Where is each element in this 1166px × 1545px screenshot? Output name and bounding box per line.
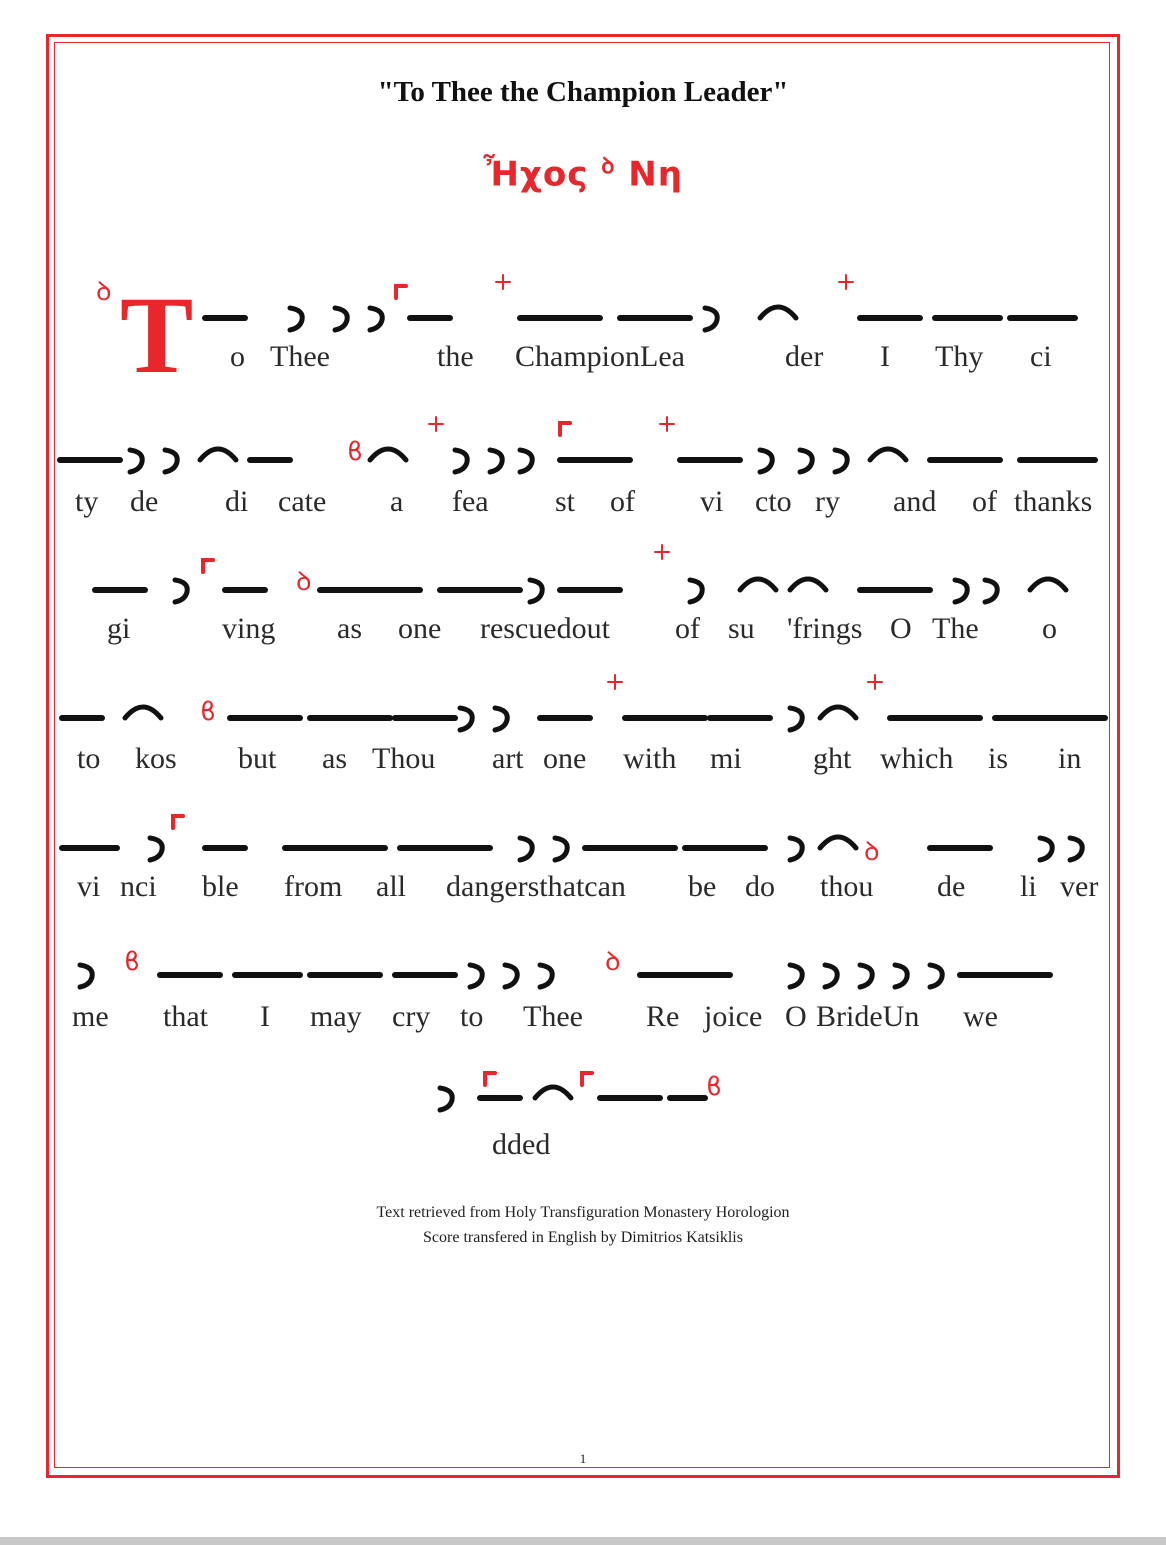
martyria-sign-icon: ϐ — [347, 437, 363, 467]
credit-line-translator: Score transfered in English by Dimitrios Katsiklis — [423, 1229, 743, 1246]
apostrophos-neume-icon — [835, 450, 847, 472]
lyric-syllable: ChampionLea — [515, 340, 685, 373]
apostrophos-neume-icon — [440, 1088, 452, 1110]
lyric-syllable: that — [163, 1000, 208, 1033]
apostrophos-neume-icon — [530, 580, 542, 602]
apostrophos-neume-icon — [290, 308, 302, 330]
martyria-sign-icon: ꝺ — [96, 277, 112, 307]
lyric-syllable: in — [1058, 742, 1082, 775]
lyric-syllable: we — [963, 1000, 998, 1033]
fthora-mark-icon — [396, 286, 406, 298]
mode-note: Νη — [628, 154, 683, 195]
fthora-mark-icon — [485, 1073, 495, 1085]
apostrophos-neume-icon — [1070, 838, 1082, 860]
lyric-syllable: dded — [492, 1128, 551, 1161]
lyric-syllable: as — [337, 612, 362, 645]
lyric-syllable: ving — [222, 612, 276, 645]
lyric-syllable: de — [937, 870, 966, 903]
lyric-syllable: de — [130, 485, 159, 518]
martyria-sign-icon: ꝺ — [605, 947, 621, 977]
apostrophos-neume-icon — [985, 580, 997, 602]
apostrophos-neume-icon — [165, 450, 177, 472]
fthora-mark-icon — [173, 816, 183, 828]
lyric-syllable: with — [623, 742, 677, 775]
lyric-syllable: of — [675, 612, 700, 645]
petasti-neume-icon — [870, 449, 906, 460]
lyric-syllable: ght — [813, 742, 852, 775]
lyric-syllable: The — [932, 612, 979, 645]
apostrophos-neume-icon — [1040, 838, 1052, 860]
apostrophos-neume-icon — [930, 965, 942, 987]
lyric-syllable: me — [72, 1000, 109, 1033]
apostrophos-neume-icon — [130, 450, 142, 472]
fthora-mark-icon — [203, 560, 213, 572]
apostrophos-neume-icon — [760, 450, 772, 472]
apostrophos-neume-icon — [690, 580, 702, 602]
apostrophos-neume-icon — [370, 308, 382, 330]
lyric-syllable: ver — [1060, 870, 1099, 903]
lyric-syllable: st — [555, 485, 576, 518]
lyric-syllable: I — [880, 340, 890, 373]
plus-mark-icon — [839, 275, 853, 289]
lyric-syllable: to — [77, 742, 101, 775]
lyric-syllable: cry — [392, 1000, 431, 1033]
apostrophos-neume-icon — [790, 838, 802, 860]
lyric-syllable: O — [785, 1000, 807, 1033]
martyria-sign-icon: ϐ — [124, 947, 140, 977]
apostrophos-neume-icon — [505, 965, 517, 987]
apostrophos-neume-icon — [520, 450, 532, 472]
lyric-syllable: Thee — [523, 1000, 583, 1033]
lyric-syllable: fea — [452, 485, 489, 518]
plus-mark-icon — [496, 275, 510, 289]
petasti-neume-icon — [535, 1087, 571, 1098]
lyric-syllable: I — [260, 1000, 270, 1033]
lyric-syllable: but — [238, 742, 277, 775]
fthora-mark-icon — [560, 423, 570, 435]
apostrophos-neume-icon — [80, 965, 92, 987]
lyric-syllable: kos — [135, 742, 177, 775]
lyric-syllable: ty — [75, 485, 99, 518]
petasti-neume-icon — [820, 837, 856, 848]
lyric-syllable: ci — [1030, 340, 1052, 373]
lyric-syllable: Re — [646, 1000, 680, 1033]
lyric-syllable: o — [230, 340, 245, 373]
lyric-syllable: der — [785, 340, 824, 373]
lyric-syllable: of — [610, 485, 635, 518]
apostrophos-neume-icon — [790, 965, 802, 987]
martyria-sign-icon: ϐ — [200, 697, 216, 727]
lyric-syllable: as — [322, 742, 347, 775]
lyric-syllable: is — [988, 742, 1009, 775]
petasti-neume-icon — [790, 579, 826, 590]
page-number: 1 — [579, 1451, 587, 1466]
credit-line-source: Text retrieved from Holy Transfiguration Monastery Horologion — [376, 1204, 790, 1221]
plus-mark-icon — [608, 675, 622, 689]
petasti-neume-icon — [125, 707, 161, 718]
lyric-syllable: Thee — [270, 340, 330, 373]
lyric-syllable: Thy — [935, 340, 984, 373]
lyric-syllable: one — [543, 742, 587, 775]
apostrophos-neume-icon — [520, 838, 532, 860]
lyric-syllable: of — [972, 485, 997, 518]
lyric-syllable: may — [310, 1000, 362, 1033]
lyric-syllable: the — [437, 340, 474, 373]
lyric-syllable: gi — [107, 612, 131, 645]
apostrophos-neume-icon — [495, 708, 507, 730]
apostrophos-neume-icon — [825, 965, 837, 987]
lyric-syllable: a — [390, 485, 404, 518]
lyric-syllable: and — [893, 485, 937, 518]
petasti-neume-icon — [820, 707, 856, 718]
lyric-syllable: di — [225, 485, 249, 518]
apostrophos-neume-icon — [705, 308, 717, 330]
lyric-syllable: mi — [710, 742, 742, 775]
lyric-syllable: which — [880, 742, 954, 775]
lyric-syllable: O — [890, 612, 912, 645]
lyric-syllable: all — [376, 870, 406, 903]
lyric-syllable: cate — [278, 485, 327, 518]
apostrophos-neume-icon — [540, 965, 552, 987]
score-title: "To Thee the Champion Leader" — [377, 76, 789, 108]
apostrophos-neume-icon — [460, 708, 472, 730]
lyric-syllable: thou — [820, 870, 874, 903]
apostrophos-neume-icon — [490, 450, 502, 472]
petasti-neume-icon — [1030, 579, 1066, 590]
fthora-mark-icon — [582, 1073, 592, 1085]
lyric-syllable: art — [492, 742, 524, 775]
lyric-syllable: dangersthatcan — [446, 870, 626, 903]
plus-mark-icon — [868, 675, 882, 689]
martyria-sign-icon: ꝺ — [864, 837, 880, 867]
mode-martyria-icon: ꝺ — [601, 154, 616, 179]
lyric-syllable: vi — [77, 870, 101, 903]
lyric-syllable: su — [728, 612, 755, 645]
martyria-sign-icon: ꝺ — [296, 567, 312, 597]
lyric-syllable: be — [688, 870, 717, 903]
apostrophos-neume-icon — [470, 965, 482, 987]
lyric-syllable: vi — [700, 485, 724, 518]
lyric-syllable: ble — [202, 870, 239, 903]
lyric-syllable: BrideUn — [816, 1000, 920, 1033]
mode-label: Ἦχος — [483, 154, 589, 195]
petasti-neume-icon — [740, 579, 776, 590]
apostrophos-neume-icon — [335, 308, 347, 330]
lyric-syllable: li — [1020, 870, 1037, 903]
plus-mark-icon — [655, 545, 669, 559]
drop-cap: T — [120, 274, 194, 396]
credits — [0, 1200, 1166, 1250]
apostrophos-neume-icon — [895, 965, 907, 987]
plus-mark-icon — [429, 417, 443, 431]
apostrophos-neume-icon — [150, 838, 162, 860]
lyric-syllable: rescuedout — [480, 612, 610, 645]
lyric-syllable: to — [460, 1000, 484, 1033]
lyric-syllable: Thou — [372, 742, 436, 775]
lyric-syllable: joice — [704, 1000, 763, 1033]
lyric-syllable: one — [398, 612, 442, 645]
lyric-syllable: ry — [815, 485, 840, 518]
apostrophos-neume-icon — [455, 450, 467, 472]
lyric-syllable: 'frings — [787, 612, 863, 645]
plus-mark-icon — [660, 417, 674, 431]
apostrophos-neume-icon — [955, 580, 967, 602]
lyric-syllable: thanks — [1014, 485, 1093, 518]
apostrophos-neume-icon — [800, 450, 812, 472]
apostrophos-neume-icon — [555, 838, 567, 860]
lyric-syllable: cto — [755, 485, 792, 518]
apostrophos-neume-icon — [860, 965, 872, 987]
petasti-neume-icon — [370, 449, 406, 460]
martyria-sign-icon: ϐ — [706, 1072, 722, 1102]
lyric-syllable: from — [284, 870, 343, 903]
petasti-neume-icon — [760, 307, 796, 318]
lyric-syllable: do — [745, 870, 775, 903]
apostrophos-neume-icon — [175, 580, 187, 602]
apostrophos-neume-icon — [790, 708, 802, 730]
petasti-neume-icon — [200, 449, 236, 460]
lyric-syllable: nci — [120, 870, 157, 903]
lyric-syllable: o — [1042, 612, 1057, 645]
